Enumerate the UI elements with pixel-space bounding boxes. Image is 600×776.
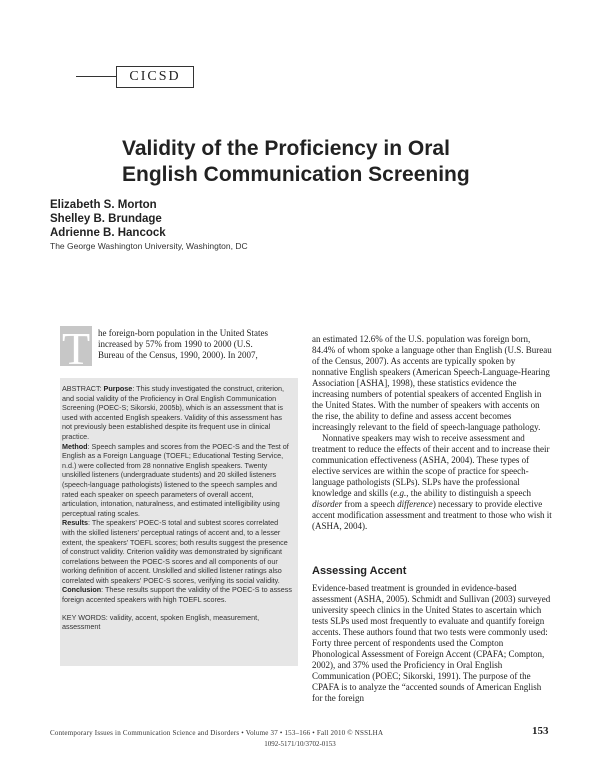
author-name: Adrienne B. Hancock	[50, 227, 166, 239]
intro-line: he foreign-born population in the United States	[98, 328, 268, 338]
conclusion-label: Conclusion	[62, 585, 102, 595]
text-run: , the ability to distinguish a speech	[406, 488, 531, 498]
title-line-2: English Communication Screening	[122, 163, 470, 186]
intro-line: increased by 57% from 1990 to 2000 (U.S.	[98, 339, 253, 349]
method-text: : Speech samples and scores from the POEC-S and the Test of English as a Foreign Language (TOEFL; Educational Testing Service, n.d.) were collected from 28 nonnative English speakers. Twenty unskilled listeners (undergraduate students) and 20 skilled listeners (speech-language pathologists) listened to the speech samples and rated each speaker on speech parameters of overall accent, articulation, intonation, naturalness, and estimated intelligibility using perceptual rating scales.	[62, 441, 289, 518]
body-paragraph: an estimated 12.6% of the U.S. population was foreign born, 84.4% of whom spoke a language other than English (U.S. Bureau of the Census, 2007). As accents are typically spoken by nonnative English speakers (American Speech-Language-Hearing Association [ASHA], 1998), these statistics evidence the increasing numbers of potential speakers of accented English in the United States. With the number of speakers with accents on the rise, the ability to define and assess accent becomes increasingly relevant to the field of speech-language pathology.	[312, 334, 552, 432]
text-run: from a speech	[342, 499, 398, 509]
author-name: Elizabeth S. Morton	[50, 199, 157, 211]
title-line-1: Validity of the Proficiency in Oral	[122, 137, 450, 160]
intro-text	[98, 328, 296, 361]
keywords: KEY WORDS: validity, accent, spoken English, measurement, assessment	[62, 612, 260, 632]
text-run: difference	[397, 499, 433, 509]
page-number: 153	[532, 725, 549, 737]
body-column-right-lower	[312, 583, 552, 704]
abstract-lead: ABSTRACT:	[62, 384, 102, 393]
journal-footer: Contemporary Issues in Communication Science and Disorders • Volume 37 • 153–166 • Fall 2010 © NSSLHA	[50, 729, 384, 737]
abstract-conclusion	[62, 585, 292, 604]
text-run: disorder	[312, 499, 343, 509]
drop-cap: T	[61, 323, 91, 374]
affiliation: The George Washington University, Washington, DC	[50, 241, 248, 251]
method-label: Method	[62, 441, 88, 451]
journal-logo: CICSD	[116, 66, 194, 88]
results-text: : The speakers' POEC-S total and subtest scores correlated with the skilled listeners' perceptual ratings of accent and, to a lesser extent, the speakers' TOEFL scores; both results suggest the presence of construct validity. Criterion validity was demonstrated by significant correlations between the POEC-S scores and all components of our working definition of accent. Unskilled and skilled listener ratings also correlated with speakers' POEC-S scores, verifying its social validity.	[62, 518, 288, 585]
intro-line: Bureau of the Census, 1990, 2000). In 2007,	[98, 350, 258, 360]
body-column-right	[312, 334, 552, 532]
text-run: ) necessary to provide elective accent modification assessment and treatment to those who wish it (ASHA, 2004).	[312, 499, 552, 531]
abstract-results	[62, 518, 292, 585]
body-paragraph	[312, 433, 552, 532]
abstract-box	[60, 378, 298, 666]
article-title	[122, 136, 542, 188]
conclusion-text: : These results support the validity of the POEC-S to assess foreign accented speakers with high TOEFL scores.	[62, 585, 292, 605]
doi: 1092-5171/10/3702-0153	[264, 740, 336, 748]
purpose-text: : This study investigated the construct, criterion, and social validity of the Proficiency in Oral English Communication Screening (POEC-S; Sikorski, 2005b), which is an assessment that is used with accented English speakers. Validity of this assessment has not previously been established despite its frequent use in clinical practice.	[62, 384, 284, 441]
header-rule-left	[76, 76, 116, 77]
purpose-label: Purpose	[103, 384, 133, 393]
results-label: Results	[62, 518, 88, 528]
abstract-method	[62, 442, 292, 519]
text-run: e.g.	[393, 488, 407, 498]
body-paragraph: Evidence-based treatment is grounded in evidence-based assessment (ASHA, 2005). Schmidt and Sullivan (2003) surveyed university speech clinics in the United States to ascertain which tests SLPs used most frequently to evaluate and quantify foreign accents. These authors found that two tests were commonly used: Forty three percent of respondents used the Compton Phonological Assessment of Foreign Accent (CPAFA; Compton, 2002), and 37% used the Proficiency in Oral English Communication (POEC; Sikorski, 1991). The purpose of the CPAFA is to analyze the “accented sounds of American English for the foreign	[312, 583, 551, 703]
abstract-purpose	[62, 384, 292, 442]
text-run: Nonnative speakers may wish to receive assessment and treatment to reduce the effects of their accent and to increase their communication effectiveness (ASHA, 2004). These types of elective services are within the scope of practice for speech-language pathologists (SLPs). SLPs have the professional knowledge and skills (	[312, 433, 550, 498]
section-heading: Assessing Accent	[312, 565, 407, 577]
author-name: Shelley B. Brundage	[50, 213, 162, 225]
